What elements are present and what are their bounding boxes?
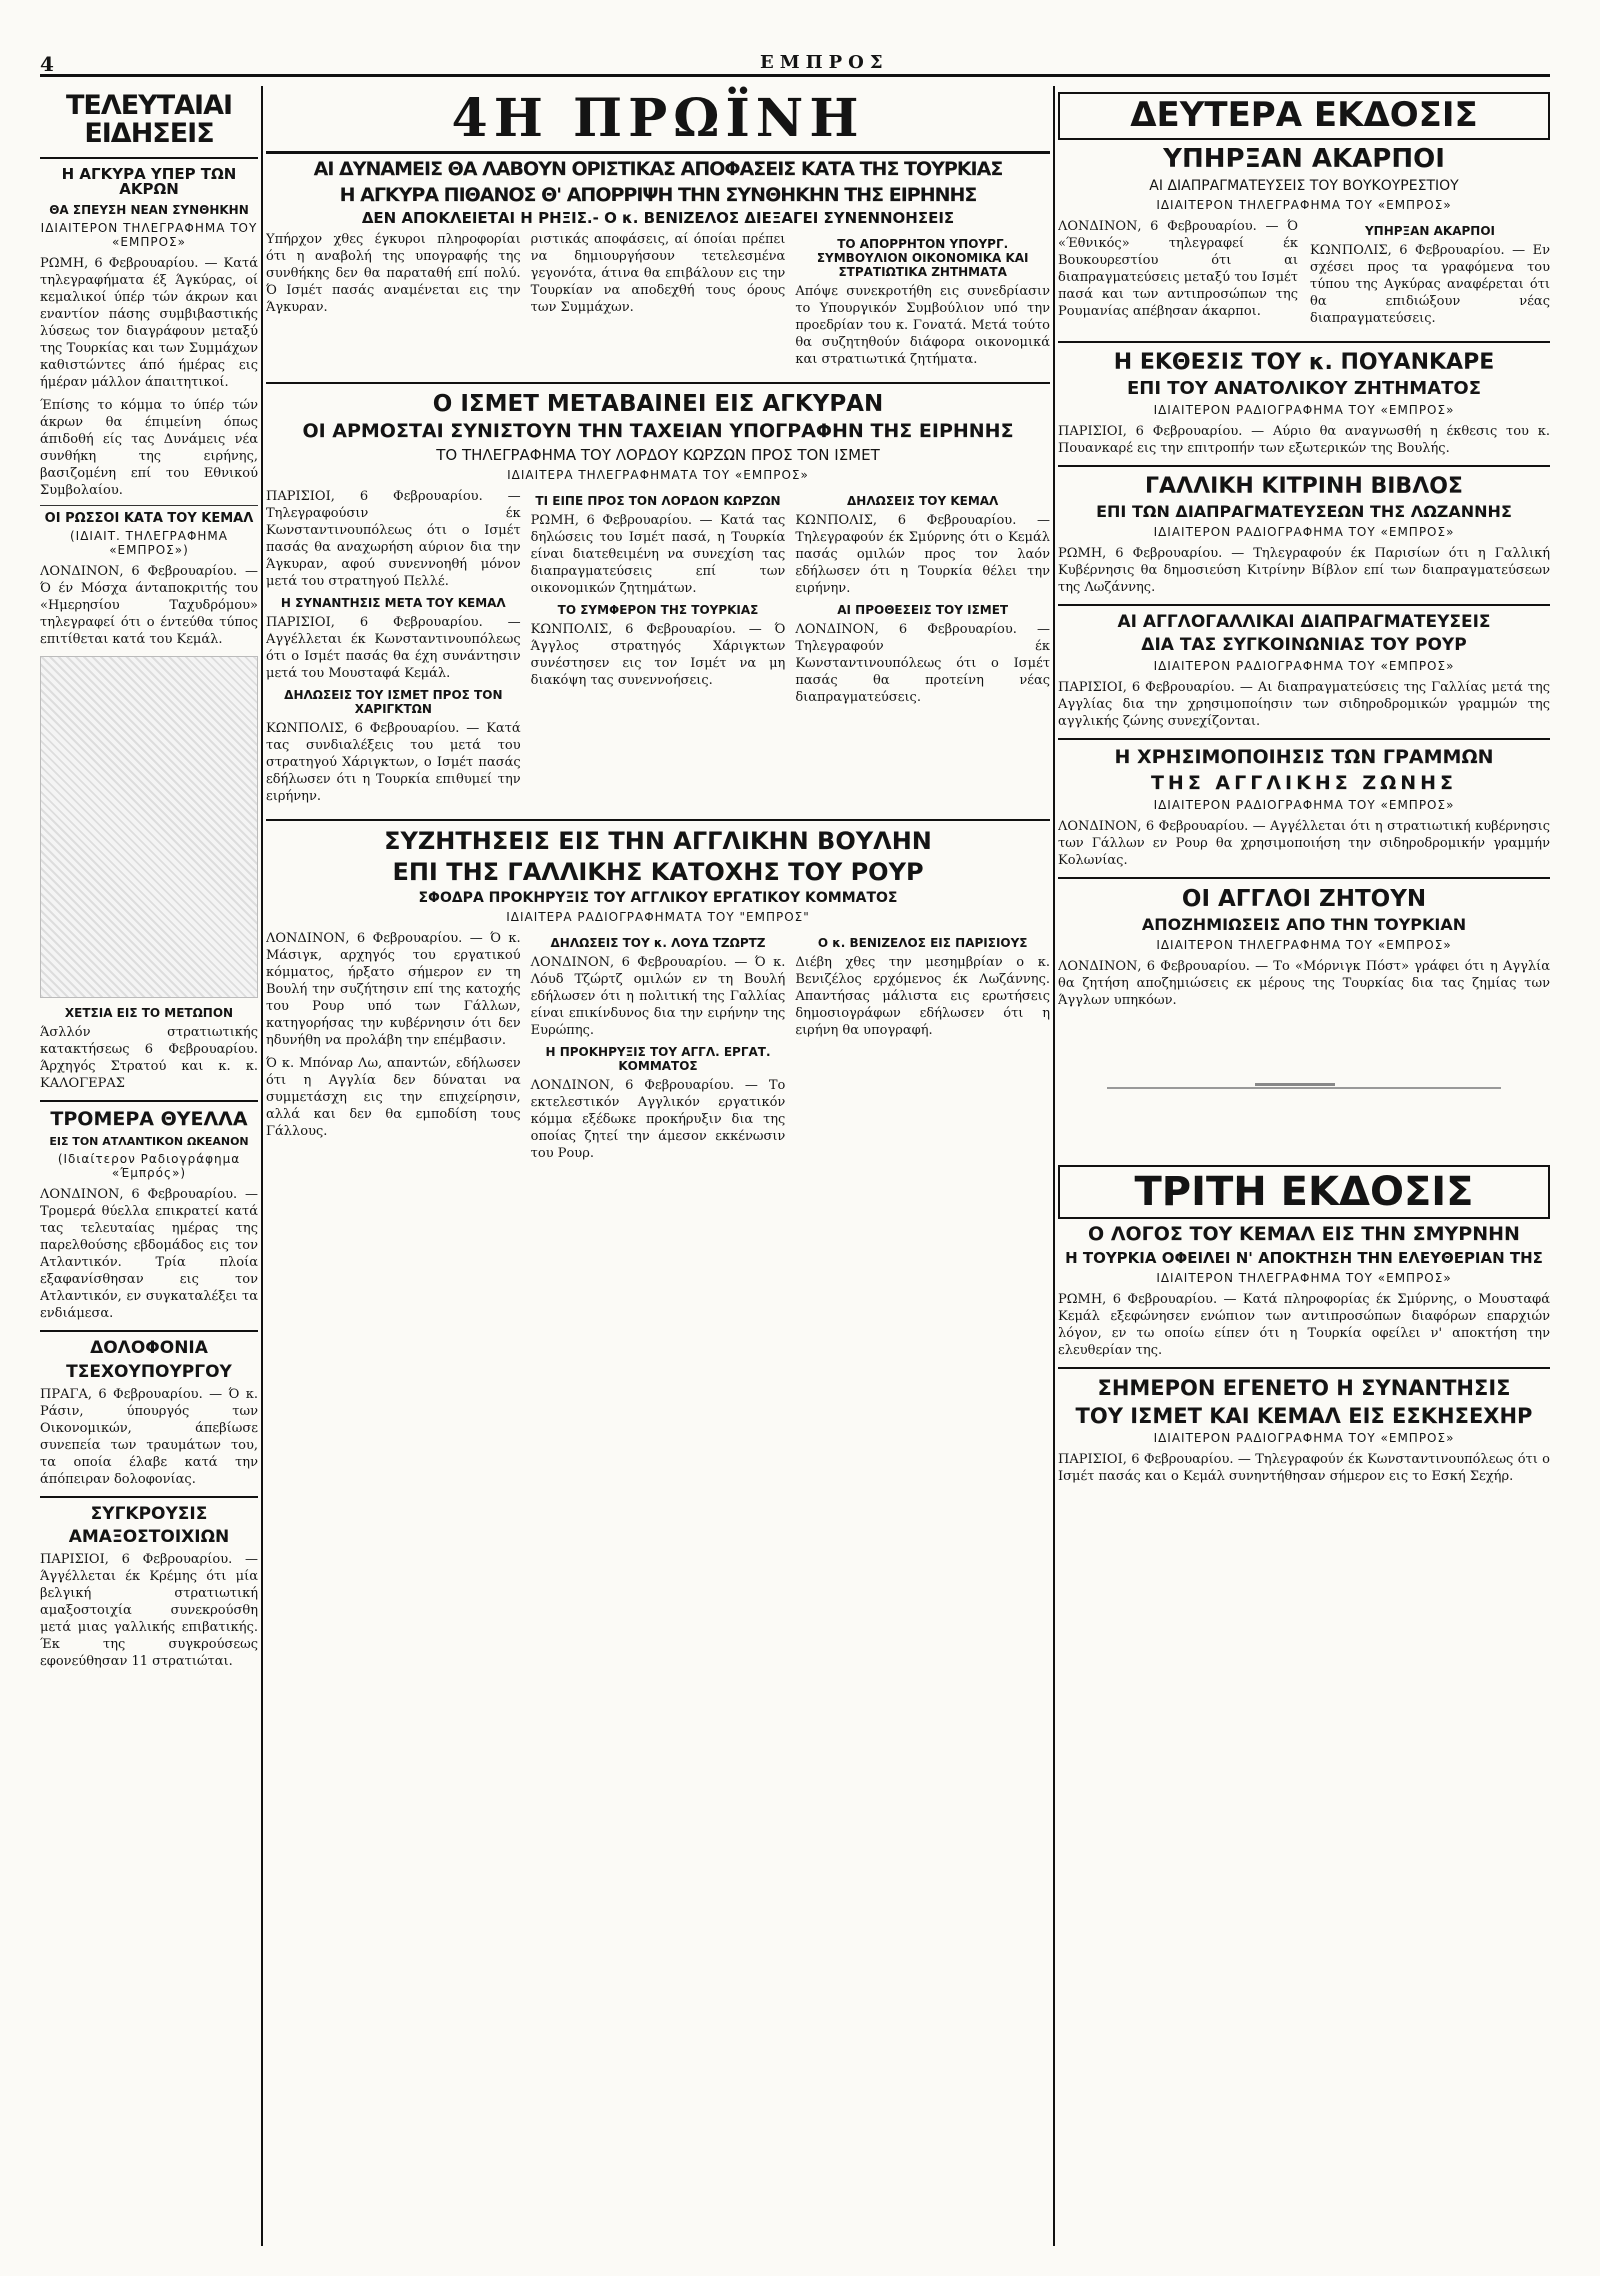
subheadline: ΤΟ ΤΗΛΕΓΡΑΦΗΜΑ ΤΟΥ ΛΟΡΔΟΥ ΚΩΡΖΩΝ ΠΡΟΣ ΤΟΝ ΙΣΜΕΤ: [436, 446, 880, 465]
divider: [1058, 604, 1550, 606]
byline: ΙΔΙΑΙΤΕΡΟΝ ΡΑΔΙΟΓΡΑΦΗΜΑ ΤΟΥ «ΕΜΠΡΟΣ»: [1153, 524, 1455, 539]
article-text: Διέβη χθες την μεσημβρίαν ο κ. Βενιζέλος ερχόμενος έκ Λωζάννης. Απαντήσας μάλιστα εις ερωτήσεις δημοσιογράφων εδήλωσεν ότι η ειρήνη θα υπογραφή.: [795, 955, 1050, 1039]
article-text: Ό κ. Μπόναρ Λω, απαντών, εδήλωσεν ότι η Αγγλία δεν δύναται να συμμετάσχη εις την επιχείρησιν, αλλά και δεν θα εμποδίση τους Γάλλους.: [266, 1056, 521, 1140]
article-text: ΛΟΝΔΙΝΟΝ, 6 Φεβρουαρίου. — Ό «Έθνικός» τηλεγραφεί έκ Βουκουρεστίου ότι αι διαπραγματεύσεις μεταξύ του Ισμέτ πασά και των αντιπροσώπων της Ρουμανίας απέβησαν άκαρποι.: [1058, 218, 1298, 319]
section-subhead: ΤΙ ΕΙΠΕ ΠΡΟΣ ΤΟΝ ΛΟΡΔΟΝ ΚΩΡΖΩΝ: [535, 494, 781, 509]
headline: ΣΗΜΕΡΟΝ ΕΓΕΝΕΤΟ Η ΣΥΝΑΝΤΗΣΙΣ: [1097, 1375, 1511, 1400]
article-text: Απόψε συνεκροτήθη εις συνεδρίασιν το Υπουργικόν Συμβούλιον υπό την προεδρίαν του κ. Γονατά. Μετά τούτο θα συζητηθούν διάφορα οικονομικά και στρατιωτικά ζητήματα.: [795, 284, 1050, 368]
byline: ΙΔΙΑΙΤΕΡΟΝ ΤΗΛΕΓΡΑΦΗΜΑ ΤΟΥ «ΕΜΠΡΟΣ»: [1156, 1270, 1452, 1285]
section-subhead: ΔΗΛΩΣΕΙΣ ΤΟΥ ΚΕΜΑΛ: [847, 494, 999, 509]
headline: ΣΥΖΗΤΗΣΕΙΣ ΕΙΣ ΤΗΝ ΑΓΓΛΙΚΗΝ ΒΟΥΛΗΝ: [384, 827, 932, 856]
divider: [266, 819, 1050, 821]
divider: [1058, 877, 1550, 879]
byline: ΙΔΙΑΙΤΕΡΟΝ ΤΗΛΕΓΡΑΦΗΜΑ ΤΟΥ «ΕΜΠΡΟΣ»: [40, 220, 258, 249]
headline: Ο ΙΣΜΕΤ ΜΕΤΑΒΑΙΝΕΙ ΕΙΣ ΑΓΚΥΡΑΝ: [432, 391, 884, 418]
article-text: ΛΟΝΔΙΝΟΝ, 6 Φεβρουαρίου. — Ό κ. Μάσιγκ, αρχηγός του εργατικού κόμματος, ήρξατο σήμερον εν τη Βουλή την συζήτησιν επί της κατοχής του Ρουρ υπό των Γάλλων, κατηγορήσας την κυβέρνησιν ότι δεν ηδυνήθη να προλάβη την επέμβασιν.: [266, 931, 521, 1049]
article-text: ΛΟΝΔΙΝΟΝ, 6 Φεβρουαρίου. — Το εκτελεστικόν Αγγλικόν εργατικόν κόμμα εξέδωκε προκήρυξιν δια της οποίας ζητεί την άμεσον εκκένωσιν του Ρουρ.: [530, 1078, 786, 1162]
article-text: ΡΩΜΗ, 6 Φεβρουαρίου. — Κατά τας δηλώσεις του Ισμέτ πασά, η Τουρκία είναι διατεθειμένη να συνεχίση τας διαπραγματεύσεις επί των οικονομικών ζητημάτων.: [530, 513, 786, 597]
headline: ΑΙ ΑΓΓΛΟΓΑΛΛΙΚΑΙ ΔΙΑΠΡΑΓΜΑΤΕΥΣΕΙΣ: [1117, 611, 1491, 632]
article-columns: [266, 930, 1050, 1168]
main-headline: Η ΑΓΚΥΡΑ ΠΙΘΑΝΟΣ Θ' ΑΠΟΡΡΙΨΗ ΤΗΝ ΣΥΝΘΗΚΗΝ ΤΗΣ ΕΙΡΗΝΗΣ: [339, 183, 977, 206]
article-text: Υπήρχον χθες έγκυροι πληροφορίαι ότι η αναβολή της υπογραφής της συνθήκης δεν θα παραταθή επί πολύ. Ό Ισμέτ πασάς αναμένεται εις την Άγκυραν.: [266, 232, 521, 316]
edition-banner: ΤΡΙΤΗ ΕΚΔΟΣΙΣ: [1058, 1165, 1550, 1219]
article-text: ΛΟΝΔΙΝΟΝ, 6 Φεβρουαρίου. — Αγγέλλεται ότι η στρατιωτική κυβέρνησις των Γάλλων εν Ρουρ θα χρησιμοποιήση την σιδηροδρομικήν γραμμήν Κολωνίας.: [1058, 819, 1550, 869]
column-left: [40, 86, 258, 1676]
article-columns: [266, 488, 1050, 811]
subheadline: ΑΠΟΖΗΜΙΩΣΕΙΣ ΑΠΟ ΤΗΝ ΤΟΥΡΚΙΑΝ: [1141, 915, 1467, 935]
article-text: ΠΑΡΙΣΙΟΙ, 6 Φεβρουαρίου. — Τηλεγραφούσιν έκ Κωνσταντινουπόλεως ότι ο Ισμέτ πασάς θα αναχωρήση αύριον δια την Άγκυραν, αφού συνεννοηθή μόνον μετά του στρατηγού Πελλέ.: [266, 489, 521, 590]
main-headline: ΑΙ ΔΥΝΑΜΕΙΣ ΘΑ ΛΑΒΟΥΝ ΟΡΙΣΤΙΚΑΣ ΑΠΟΦΑΣΕΙΣ ΚΑΤΑ ΤΗΣ ΤΟΥΡΚΙΑΣ: [313, 157, 1003, 180]
section-subhead: ΔΗΛΩΣΕΙΣ ΤΟΥ ΙΣΜΕΤ ΠΡΟΣ ΤΟΝ ΧΑΡΙΓΚΤΩΝ: [284, 688, 503, 717]
divider: [1058, 738, 1550, 740]
article-text: ΠΑΡΙΣΙΟΙ, 6 Φεβρουαρίου. — Αύριο θα αναγνωσθή η έκθεσις του κ. Πουανκαρέ εις την επιτροπήν των εξωτερικών της Βουλής.: [1058, 423, 1550, 456]
divider: [40, 1496, 258, 1498]
article-text: ΠΑΡΙΣΙΟΙ, 6 Φεβρουαρίου. — Αι διαπραγματεύσεις της Γαλλίας μετά της Αγγλίας δια την χρησιμοποίησιν των σιδηροδρομικών γραμμών της αγγλικής ζώνης συνεχίζονται.: [1058, 680, 1550, 730]
byline: ΙΔΙΑΙΤΕΡΑ ΡΑΔΙΟΓΡΑΦΗΜΑΤΑ ΤΟΥ "ΕΜΠΡΟΣ": [506, 910, 810, 925]
subheadline: ΑΙ ΔΙΑΠΡΑΓΜΑΤΕΥΣΕΙΣ ΤΟΥ ΒΟΥΚΟΥΡΕΣΤΙΟΥ: [1149, 177, 1459, 194]
subheadline: ΘΑ ΣΠΕΥΣΗ ΝΕΑΝ ΣΥΝΘΗΚΗΝ: [49, 203, 249, 218]
newspaper-name: ΕΜΠΡΟΣ: [760, 52, 889, 73]
headline: ΤΡΟΜΕΡΑ ΘΥΕΛΛΑ: [50, 1108, 248, 1131]
column-center: [266, 86, 1050, 1168]
headline: ΕΠΙ ΤΗΣ ΓΑΛΛΙΚΗΣ ΚΑΤΟΧΗΣ ΤΟΥ ΡΟΥΡ: [392, 858, 924, 887]
subheadline: ΕΠΙ ΤΟΥ ΑΝΑΤΟΛΙΚΟΥ ΖΗΤΗΜΑΤΟΣ: [1126, 377, 1482, 399]
article-text: ΡΩΜΗ, 6 Φεβρουαρίου. — Κατά πληροφορίας έκ Σμύρνης, ο Μουσταφά Κεμάλ εξεφώνησεν ενώπιον των αντιπροσώπων διαφόρων επαρχιών λόγον, εν τω οποίω είπεν ότι η Τουρκία οφείλει ν' αποκτήση την ελευθερίαν της.: [1058, 1291, 1550, 1358]
article-text: ΠΑΡΙΣΙΟΙ, 6 Φεβρουαρίου. — Άγγέλλεται έκ Κρέμης ότι μία βελγική στρατιωτική αμαξοστοιχία συνεκρούσθη μετά μιας γαλλικής επιβατικής. Έκ της συγκρούσεως εφονεύθησαν 11 στρατιώται.: [40, 1552, 258, 1670]
divider: [40, 1100, 258, 1102]
column-divider: [261, 86, 263, 2246]
subheadline: ΤΗΣ ΑΓΓΛΙΚΗΣ ΖΩΝΗΣ: [1150, 772, 1458, 795]
photo-caption: ΧΕΤΣΙΑ ΕΙΣ ΤΟ ΜΕΤΩΠΟΝ: [64, 1006, 234, 1021]
column-right: [1058, 86, 1550, 1491]
article-text: ΛΟΝΔΙΝΟΝ, 6 Φεβρουαρίου. — Ό κ. Λόυδ Τζώρτζ ομιλών εν τη Βουλή εδήλωσεν ότι η πολιτική της Γαλλίας είναι επικίνδυνος δια την ειρήνην της Ευρώπης.: [530, 955, 786, 1039]
page-number: 4: [40, 52, 54, 76]
article-text: ΛΟΝΔΙΝΟΝ, 6 Φεβρουαρίου. — Τρομερά θύελλα επικρατεί κατά τας τελευταίας ημέρας της παρελθούσης εβδομάδος εις τον Ατλαντικόν. Τρία πλοία εξαφανίσθησαν εις τον Ατλαντικόν, εν συγκαταλέξει τα ενδιάμεσα.: [40, 1186, 258, 1321]
section-subhead: ΔΗΛΩΣΕΙΣ ΤΟΥ κ. ΛΟΥΔ ΤΖΩΡΤΖ: [550, 936, 766, 951]
article-text: ΡΩΜΗ, 6 Φεβρουαρίου. — Τηλεγραφούν έκ Παρισίων ότι η Γαλλική Κυβέρνησις θα δημοσιεύση Κιτρίνην Βίβλον επί των διαπραγματεύσεων της Λωζάννης.: [1058, 545, 1550, 595]
article-text: ΚΩΝΠΟΛΙΣ, 6 Φεβρουαρίου. — Κατά τας συνδιαλέξεις του μετά του στρατηγού Χάριγκτων, ο Ισμέτ πασάς εδήλωσεν ότι η Τουρκία επιθυμεί την ειρήνην.: [266, 721, 521, 805]
section-subhead: ΤΟ ΑΠΟΡΡΗΤΟΝ ΥΠΟΥΡΓ. ΣΥΜΒΟΥΛΙΟΝ ΟΙΚΟΝΟΜΙΚΑ ΚΑΙ ΣΤΡΑΤΙΩΤΙΚΑ ΖΗΤΗΜΑΤΑ: [816, 237, 1029, 280]
headline: ΥΠΗΡΞΑΝ ΑΚΑΡΠΟΙ: [1163, 143, 1445, 174]
portrait-photo: [40, 656, 258, 998]
subheadline: ΤΟΥ ΙΣΜΕΤ ΚΑΙ ΚΕΜΑΛ ΕΙΣ ΕΣΚΗΣΕΧΗΡ: [1075, 1403, 1533, 1428]
article-text: ΚΩΝΠΟΛΙΣ, 6 Φεβρουαρίου. — Εν σχέσει προς τα γραφόμενα του τύπου της Αγκύρας αναφέρεται ότι θα επιδιώξουν νέας διαπραγματεύσεις.: [1310, 242, 1550, 326]
headline: ΟΙ ΡΩΣΣΟΙ ΚΑΤΑ ΤΟΥ ΚΕΜΑΛ: [44, 510, 254, 526]
subheadline: ΔΕΝ ΑΠΟΚΛΕΙΕΤΑΙ Η ΡΗΞΙΣ.- Ο κ. ΒΕΝΙΖΕΛΟΣ ΔΙΕΞΑΓΕΙ ΣΥΝΕΝΝΟΗΣΕΙΣ: [361, 209, 955, 228]
article-columns: [266, 231, 1050, 374]
article-text: ΛΟΝΔΙΝΟΝ, 6 Φεβρουαρίου. — Το «Μόρνιγκ Πόστ» γράφει ότι η Αγγλία θα ζητήση αποζημιώσεις εκ μέρους της Τουρκίας δια τας ζημίας των Άγγλων υπηκόων.: [1058, 959, 1550, 1009]
subheadline: ΣΦΟΔΡΑ ΠΡΟΚΗΡΥΞΙΣ ΤΟΥ ΑΓΓΛΙΚΟΥ ΕΡΓΑΤΙΚΟΥ ΚΟΜΜΑΤΟΣ: [418, 890, 898, 907]
article-text: ΚΩΝΠΟΛΙΣ, 6 Φεβρουαρίου. — Τηλεγραφούν έκ Σμύρνης ότι ο Κεμάλ πασάς ομιλών προς τον λαόν εδήλωσεν ότι η Τουρκία θέλει την ειρήνην.: [795, 513, 1050, 597]
byline: ΙΔΙΑΙΤΕΡΟΝ ΡΑΔΙΟΓΡΑΦΗΜΑ ΤΟΥ «ΕΜΠΡΟΣ»: [1153, 1430, 1455, 1445]
headline: Η ΧΡΗΣΙΜΟΠΟΙΗΣΙΣ ΤΩΝ ΓΡΑΜΜΩΝ: [1114, 746, 1494, 769]
subheadline: Η ΤΟΥΡΚΙΑ ΟΦΕΙΛΕΙ Ν' ΑΠΟΚΤΗΣΗ ΤΗΝ ΕΛΕΥΘΕΡΙΑΝ ΤΗΣ: [1065, 1248, 1543, 1267]
divider: [40, 505, 258, 506]
article-text: ΛΟΝΔΙΝΟΝ, 6 Φεβρουαρίου. — Τηλεγραφούν έκ Κωνσταντινουπόλεως ότι ο Ισμέτ πασάς θα προτείνη νέας διαπραγματεύσεις.: [795, 622, 1050, 706]
byline: (Ιδιαίτερον Ραδιογράφημα «Έμπρός»): [57, 1151, 241, 1180]
byline: ΙΔΙΑΙΤΕΡΟΝ ΤΗΛΕΓΡΑΦΗΜΑ ΤΟΥ «ΕΜΠΡΟΣ»: [1156, 197, 1452, 212]
section-subhead: ΥΠΗΡΞΑΝ ΑΚΑΡΠΟΙ: [1364, 223, 1496, 238]
section-subhead: ΑΙ ΠΡΟΘΕΣΕΙΣ ΤΟΥ ΙΣΜΕΤ: [837, 603, 1009, 618]
article-text: ΛΟΝΔΙΝΟΝ, 6 Φεβρουαρίου. — Ό έν Μόσχα άνταποκριτής του «Ημερησίου Ταχυδρόμου» τηλεγραφεί ότι ο έντεύθα τύπος επιτίθεται κατά του Κεμάλ.: [40, 564, 258, 648]
divider: [266, 382, 1050, 384]
divider: [1058, 341, 1550, 343]
headline: Ο ΛΟΓΟΣ ΤΟΥ ΚΕΜΑΛ ΕΙΣ ΤΗΝ ΣΜΥΡΝΗΝ: [1088, 1223, 1520, 1246]
byline: ΙΔΙΑΙΤΕΡΟΝ ΡΑΔΙΟΓΡΑΦΗΜΑ ΤΟΥ «ΕΜΠΡΟΣ»: [1153, 402, 1455, 417]
article-text: ριστικάς αποφάσεις, αί όποίαι πρέπει να δημιουργήσουν τετελεσμένα γεγονότα, άτινα θα επιβάλουν εις την Τουρκίαν να αποδεχθή τους όρους των Συμμάχων.: [530, 232, 786, 316]
headline: ΟΙ ΑΡΜΟΣΤΑΙ ΣΥΝΙΣΤΟΥΝ ΤΗΝ ΤΑΧΕΙΑΝ ΥΠΟΓΡΑΦΗΝ ΤΗΣ ΕΙΡΗΝΗΣ: [302, 420, 1014, 443]
ship-sketch-illustration: [1058, 1017, 1550, 1157]
article-text: ΠΑΡΙΣΙΟΙ, 6 Φεβρουαρίου. — Αγγέλλεται έκ Κωνσταντινουπόλεως ότι ο Ισμέτ πασάς θα έχη συνάντησιν μετά του Μουσταφά Κεμάλ.: [266, 615, 521, 682]
article-text: Άσλλόν στρατιωτικής κατακτήσεως 6 Φεβρουαρίου. Άρχηγός Στρατού και κ. κ. ΚΑΛΟΓΕΡΑΣ: [40, 1025, 258, 1092]
article-text: ΠΡΑΓΑ, 6 Φεβρουαρίου. — Ό κ. Ράσιν, ύπουργός των Οικονομικών, άπεβίωσε συνεπεία των τραυμάτων του, τα οποία έλαβε κατά την άπόπειραν δολοφονίας.: [40, 1386, 258, 1487]
section-heading: ΤΕΛΕΥΤΑΙΑΙ ΕΙΔΗΣΕΙΣ: [65, 90, 233, 150]
section-subhead: Η ΠΡΟΚΗΡΥΞΙΣ ΤΟΥ ΑΓΓΛ. ΕΡΓΑΤ. ΚΟΜΜΑΤΟΣ: [545, 1045, 771, 1074]
divider: [1058, 1367, 1550, 1369]
masthead: [40, 52, 1550, 77]
section-subhead: Ο κ. ΒΕΝΙΖΕΛΟΣ ΕΙΣ ΠΑΡΙΣΙΟΥΣ: [817, 936, 1028, 951]
subheadline: ΕΙΣ ΤΟΝ ΑΤΛΑΝΤΙΚΟΝ ΩΚΕΑΝΟΝ: [49, 1135, 249, 1149]
article-text: ΠΑΡΙΣΙΟΙ, 6 Φεβρουαρίου. — Τηλεγραφούν έκ Κωνσταντινουπόλεως ότι ο Ισμέτ πασάς και ο Κεμάλ συνηντήθησαν σήμερον εις το Εσκή Σεχήρ.: [1058, 1451, 1550, 1484]
byline: (ΙΔΙΑΙΤ. ΤΗΛΕΓΡΑΦΗΜΑ «ΕΜΠΡΟΣ»): [70, 529, 228, 558]
article-text: ΡΩΜΗ, 6 Φεβρουαρίου. — Κατά τηλεγραφήματα έξ Άγκύρας, οί κεμαλικοί ύπέρ τών άκρων και εναντίον πάσης συμβιβαστικής λύσεως τον διαγράφουν μεταξύ της Τουρκίας και των Συμμάχων καθιστώντες άπό ήμέρας εις ήμέραν μάλλον άπαιτητικοί.: [40, 255, 258, 390]
subheadline: ΔΙΑ ΤΑΣ ΣΥΓΚΟΙΝΩΝΙΑΣ ΤΟΥ ΡΟΥΡ: [1141, 635, 1467, 656]
article-columns: [1058, 218, 1550, 333]
byline: ΙΔΙΑΙΤΕΡΟΝ ΡΑΔΙΟΓΡΑΦΗΜΑ ΤΟΥ «ΕΜΠΡΟΣ»: [1153, 798, 1455, 813]
edition-banner: ΔΕΥΤΕΡΑ ΕΚΔΟΣΙΣ: [1058, 92, 1550, 140]
byline: ΙΔΙΑΙΤΕΡΑ ΤΗΛΕΓΡΑΦΗΜΑΤΑ ΤΟΥ «ΕΜΠΡΟΣ»: [507, 468, 809, 483]
headline: Η ΕΚΘΕΣΙΣ ΤΟΥ κ. ΠΟΥΑΝΚΑΡΕ: [1113, 349, 1495, 375]
subheadline: ΑΜΑΞΟΣΤΟΙΧΙΩΝ: [68, 1527, 230, 1548]
divider: [40, 157, 258, 159]
article-text: Έπίσης το κόμμα το ύπέρ τών άκρων θα έπιμείνη όπως άπιδοθή είς τας Δυνάμεις νέα συνθήκη της ειρήνης, βασιζομένη επί του Εθνικού Συμβολαίου.: [40, 397, 258, 498]
byline: ΙΔΙΑΙΤΕΡΟΝ ΡΑΔΙΟΓΡΑΦΗΜΑ ΤΟΥ «ΕΜΠΡΟΣ»: [1153, 659, 1455, 674]
headline: ΟΙ ΑΓΓΛΟΙ ΖΗΤΟΥΝ: [1181, 886, 1427, 913]
section-subhead: ΤΟ ΣΥΜΦΕΡΟΝ ΤΗΣ ΤΟΥΡΚΙΑΣ: [557, 603, 759, 618]
byline: ΙΔΙΑΙΤΕΡΟΝ ΤΗΛΕΓΡΑΦΗΜΑ ΤΟΥ «ΕΜΠΡΟΣ»: [1156, 938, 1452, 953]
headline: ΓΑΛΛΙΚΗ ΚΙΤΡΙΝΗ ΒΙΒΛΟΣ: [1145, 473, 1463, 499]
subheadline: ΤΣΕΧΟΥΠΟΥΡΓΟΥ: [66, 1361, 232, 1382]
article-text: ΚΩΝΠΟΛΙΣ, 6 Φεβρουαρίου. — Ό Άγγλος στρατηγός Χάριγκτων συνέστησεν εις τον Ισμέτ να μη διακόψη τας συνεννοήσεις.: [530, 622, 786, 689]
subheadline: ΕΠΙ ΤΩΝ ΔΙΑΠΡΑΓΜΑΤΕΥΣΕΩΝ ΤΗΣ ΛΩΖΑΝΝΗΣ: [1096, 501, 1512, 521]
section-subhead: Η ΣΥΝΑΝΤΗΣΙΣ ΜΕΤΑ ΤΟΥ ΚΕΜΑΛ: [280, 596, 506, 611]
divider: [40, 1330, 258, 1332]
column-divider: [1053, 86, 1055, 2246]
divider: [1058, 465, 1550, 467]
headline: ΔΟΛΟΦΟΝΙΑ: [90, 1337, 208, 1358]
headline: Η ΑΓΚΥΡΑ ΥΠΕΡ ΤΩΝ ΑΚΡΩΝ: [61, 164, 237, 199]
edition-banner: 4Η ΠΡΩΪΝΗ: [266, 92, 1050, 154]
headline: ΣΥΓΚΡΟΥΣΙΣ: [90, 1503, 208, 1524]
